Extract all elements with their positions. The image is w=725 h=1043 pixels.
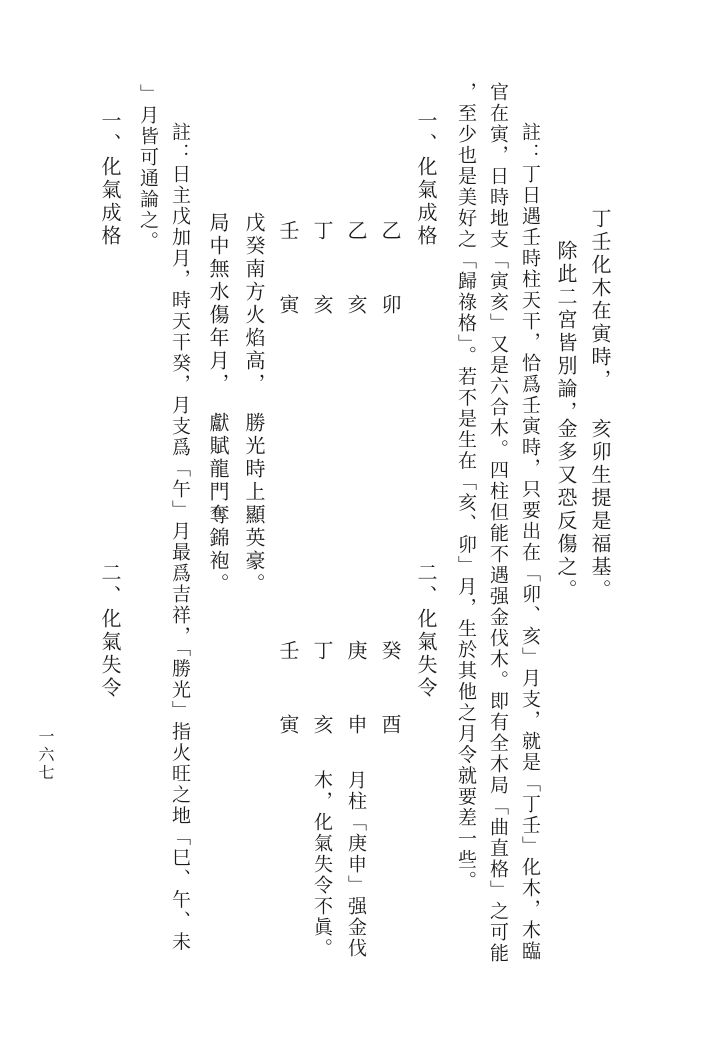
section2-title-fail: 二、化氣失令 <box>98 562 122 700</box>
success-pillar-hour: 壬寅 <box>276 220 300 368</box>
verse1-line2a: 除此二宮皆別論， <box>554 240 578 424</box>
section1-title-success: 一、化氣成格 <box>414 110 438 248</box>
section2-title-success: 一、化氣成格 <box>98 110 122 248</box>
success-pillar-day: 丁亥 <box>310 220 334 368</box>
fail-pillar-day: 丁亥 <box>310 640 334 788</box>
page-number: 一六七 <box>36 728 55 782</box>
fail-note-line1: 月柱「庚申」强金伐 <box>345 770 367 959</box>
note2-line1: 註：日主戊加月，時天干癸，月支爲「午」月最爲吉祥，「勝光」指火旺之地「巳、午、未 <box>169 122 191 953</box>
fail-pillar-year: 癸酉 <box>378 640 402 788</box>
success-pillar-year: 乙卯 <box>378 220 402 368</box>
verse1-line1a: 丁壬化木在寅時， <box>588 208 612 392</box>
verse2-line1b: 勝光時上顯英豪。 <box>242 412 266 596</box>
note1-line3: ，至少也是美好之「歸祿格」。若不是生在「亥、卯」月，生於其他之月令就要差一些。 <box>455 82 477 892</box>
verse2-line2b: 獻賦龍門奪錦袍。 <box>206 412 230 596</box>
note2-line2: 」月皆可通論之。 <box>137 84 159 252</box>
note1-line2: 官在寅，日時地支「寅亥」又是六合木。四柱但能不遇强金伐木。即有全木局「曲直格」之可能 <box>487 82 509 964</box>
fail-note-line2: 木，化氣失令不眞。 <box>311 770 333 959</box>
verse2-line1a: 戊癸南方火焰高， <box>242 212 266 396</box>
verse2-line2a: 局中無水傷年月， <box>206 212 230 396</box>
fail-pillar-hour: 壬寅 <box>276 640 300 788</box>
section1-title-fail: 二、化氣失令 <box>414 562 438 700</box>
success-pillar-month: 乙亥 <box>344 220 368 368</box>
note1-line1: 註：丁日遇壬時柱天干，恰爲壬寅時，只要出在「卯、亥」月支，就是「丁壬」化木，木臨 <box>519 122 541 962</box>
fail-pillar-month: 庚申 <box>344 640 368 788</box>
verse1-line1b: 亥卯生提是福基。 <box>588 418 612 602</box>
verse1-line2b: 金多又恐反傷之。 <box>554 418 578 602</box>
